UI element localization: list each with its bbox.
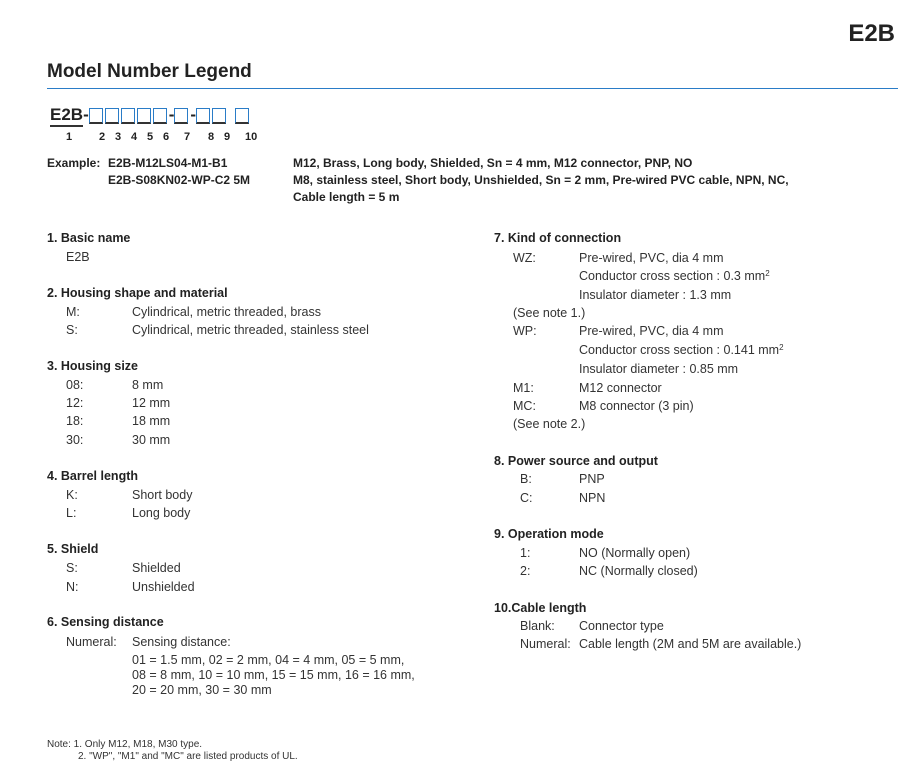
option-value: M8 connector (3 pin) [579,399,694,413]
option-key: M1: [513,381,534,395]
example-label: Example: [47,156,101,170]
page-title: Model Number Legend [47,61,252,82]
note-ref: (See note 1.) [513,306,586,320]
section-3-title: 3. Housing size [47,359,138,373]
code-prefix: E2B [50,105,83,127]
code-box [174,108,188,124]
option-key: B: [520,472,532,486]
option-value-text: Conductor cross section : 0.3 mm [579,269,766,283]
code-digit: 5 [147,131,154,143]
code-box [235,108,249,124]
code-digit: 9 [224,131,231,143]
option-value: 30 mm [132,433,171,447]
model-code-diagram [50,105,251,127]
option-value: Cylindrical, metric threaded, brass [132,305,321,319]
code-box [105,108,119,124]
option-value: Pre-wired, PVC, dia 4 mm [579,324,724,338]
option-key: 12: [66,396,84,410]
superscript: 2 [779,343,784,352]
footnote: 2. "WP", "M1" and "MC" are listed products of UL. [78,751,298,762]
option-key: MC: [513,399,536,413]
option-value: 01 = 1.5 mm, 02 = 2 mm, 04 = 4 mm, 05 = 5 mm, [132,653,405,667]
superscript: 2 [765,269,770,278]
option-value: NO (Normally open) [579,546,691,560]
option-value: Sensing distance: [132,635,231,649]
example-desc: M8, stainless steel, Short body, Unshielded, Sn = 2 mm, Pre-wired PVC cable, NPN, NC, [293,173,789,187]
option-value: Long body [132,506,191,520]
code-digit: 2 [99,131,106,143]
section-1-value: E2B [66,250,90,264]
option-value: 18 mm [132,414,171,428]
option-key: Blank: [520,619,555,633]
example-model: E2B-S08KN02-WP-C2 5M [108,173,251,187]
option-key: S: [66,561,78,575]
option-key: S: [66,323,78,337]
code-digit: 1 [66,131,73,143]
option-value: Unshielded [132,580,195,594]
section-2-title: 2. Housing shape and material [47,286,228,300]
title-divider [47,88,898,89]
code-box [137,108,151,124]
option-key: WZ: [513,251,536,265]
section-10-title: 10.Cable length [494,601,587,615]
option-value: Cylindrical, metric threaded, stainless steel [132,323,369,337]
code-digit: 4 [131,131,138,143]
code-dash: - [83,105,89,124]
section-6-title: 6. Sensing distance [47,615,164,629]
code-box [153,108,167,124]
code-box [121,108,135,124]
option-key: N: [66,580,79,594]
option-value: PNP [579,472,605,486]
option-value-text: Conductor cross section : 0.141 mm [579,343,780,357]
option-value: Insulator diameter : 0.85 mm [579,362,739,376]
option-key: 08: [66,378,84,392]
option-key: Numeral: [520,637,571,651]
option-key: C: [520,491,533,505]
option-key: L: [66,506,77,520]
option-value: Insulator diameter : 1.3 mm [579,288,732,302]
code-box [212,108,226,124]
option-key: 30: [66,433,84,447]
example-desc: M12, Brass, Long body, Shielded, Sn = 4 mm, M12 connector, PNP, NO [293,156,693,170]
note-ref: (See note 2.) [513,417,586,431]
option-key: K: [66,488,78,502]
footnote: Note: 1. Only M12, M18, M30 type. [47,739,203,750]
code-box [89,108,103,124]
option-value [579,267,770,285]
example-desc: Cable length = 5 m [293,190,400,204]
option-value: 12 mm [132,396,171,410]
section-7-title: 7. Kind of connection [494,231,622,245]
option-value: 8 mm [132,378,164,392]
example-model: E2B-M12LS04-M1-B1 [108,156,228,170]
section-1-title: 1. Basic name [47,231,131,245]
section-8-title: 8. Power source and output [494,454,658,468]
option-value: 08 = 8 mm, 10 = 10 mm, 15 = 15 mm, 16 = 16 mm, [132,668,415,682]
option-key: 1: [520,546,531,560]
code-digit: 10 [245,131,258,143]
option-key: Numeral: [66,635,117,649]
code-dash: - [190,105,197,124]
code-digit: 8 [208,131,215,143]
option-key: 2: [520,564,531,578]
code-digit: 6 [163,131,170,143]
product-code: E2B [848,20,895,47]
option-value: NC (Normally closed) [579,564,698,578]
option-key: WP: [513,324,537,338]
option-value: Connector type [579,619,664,633]
option-key: M: [66,305,80,319]
option-value: NPN [579,491,606,505]
code-dash: - [168,105,175,124]
option-value: 20 = 20 mm, 30 = 30 mm [132,683,272,697]
code-digit: 3 [115,131,122,143]
section-5-title: 5. Shield [47,542,99,556]
section-9-title: 9. Operation mode [494,527,604,541]
code-digit: 7 [184,131,191,143]
section-4-title: 4. Barrel length [47,469,138,483]
option-value: Pre-wired, PVC, dia 4 mm [579,251,724,265]
option-value [579,341,784,359]
option-value: M12 connector [579,381,662,395]
option-value: Short body [132,488,193,502]
code-box [196,108,210,124]
option-key: 18: [66,414,84,428]
option-value: Cable length (2M and 5M are available.) [579,637,802,651]
option-value: Shielded [132,561,181,575]
